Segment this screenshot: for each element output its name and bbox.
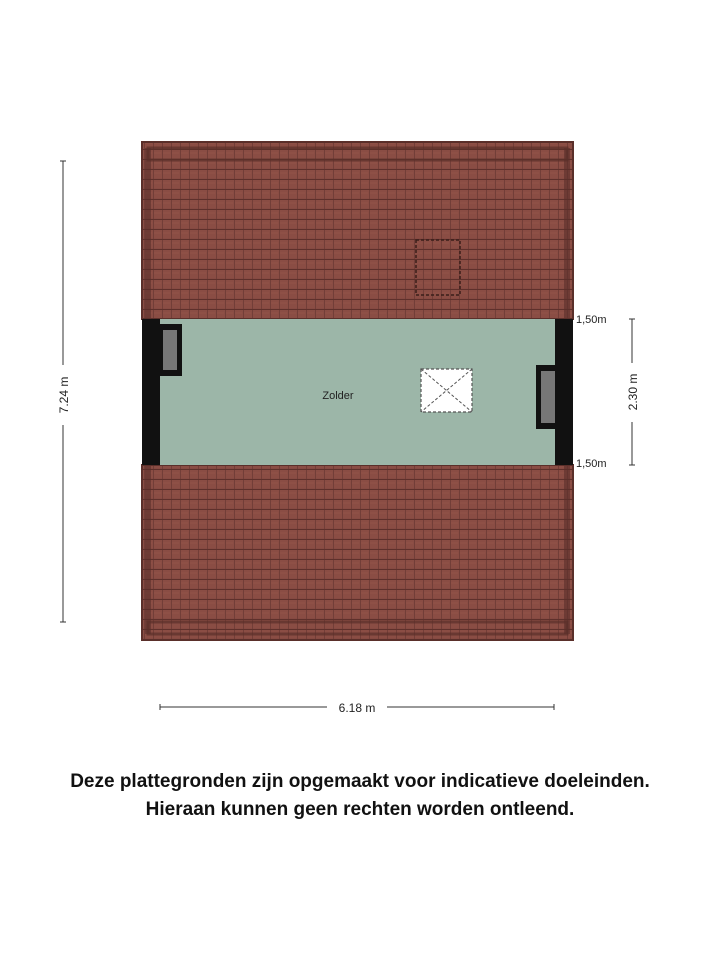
dimension-height-label: 7.24 m — [57, 376, 71, 414]
left-chimney — [158, 324, 182, 376]
room-floor — [160, 319, 555, 465]
right-chimney — [536, 365, 560, 429]
dimension-room-depth-label: 2.30 m — [626, 373, 640, 411]
left-wall — [142, 319, 160, 465]
roof-top — [142, 142, 573, 319]
dimension-width-label: 6.18 m — [338, 701, 376, 715]
room-label: Zolder — [322, 390, 354, 402]
roof-bottom — [142, 465, 573, 640]
dimension-room-depth — [626, 319, 640, 465]
height-mark-bottom: 1,50m — [576, 458, 607, 470]
height-mark-top: 1,50m — [576, 314, 607, 326]
dimension-height — [57, 161, 71, 622]
skylight — [421, 369, 472, 412]
disclaimer-line-1: Deze plattegronden zijn opgemaakt voor indicatieve doeleinden. — [70, 771, 650, 792]
disclaimer-line-2: Hieraan kunnen geen rechten worden ontleend. — [145, 799, 575, 820]
dimension-width — [160, 701, 554, 715]
